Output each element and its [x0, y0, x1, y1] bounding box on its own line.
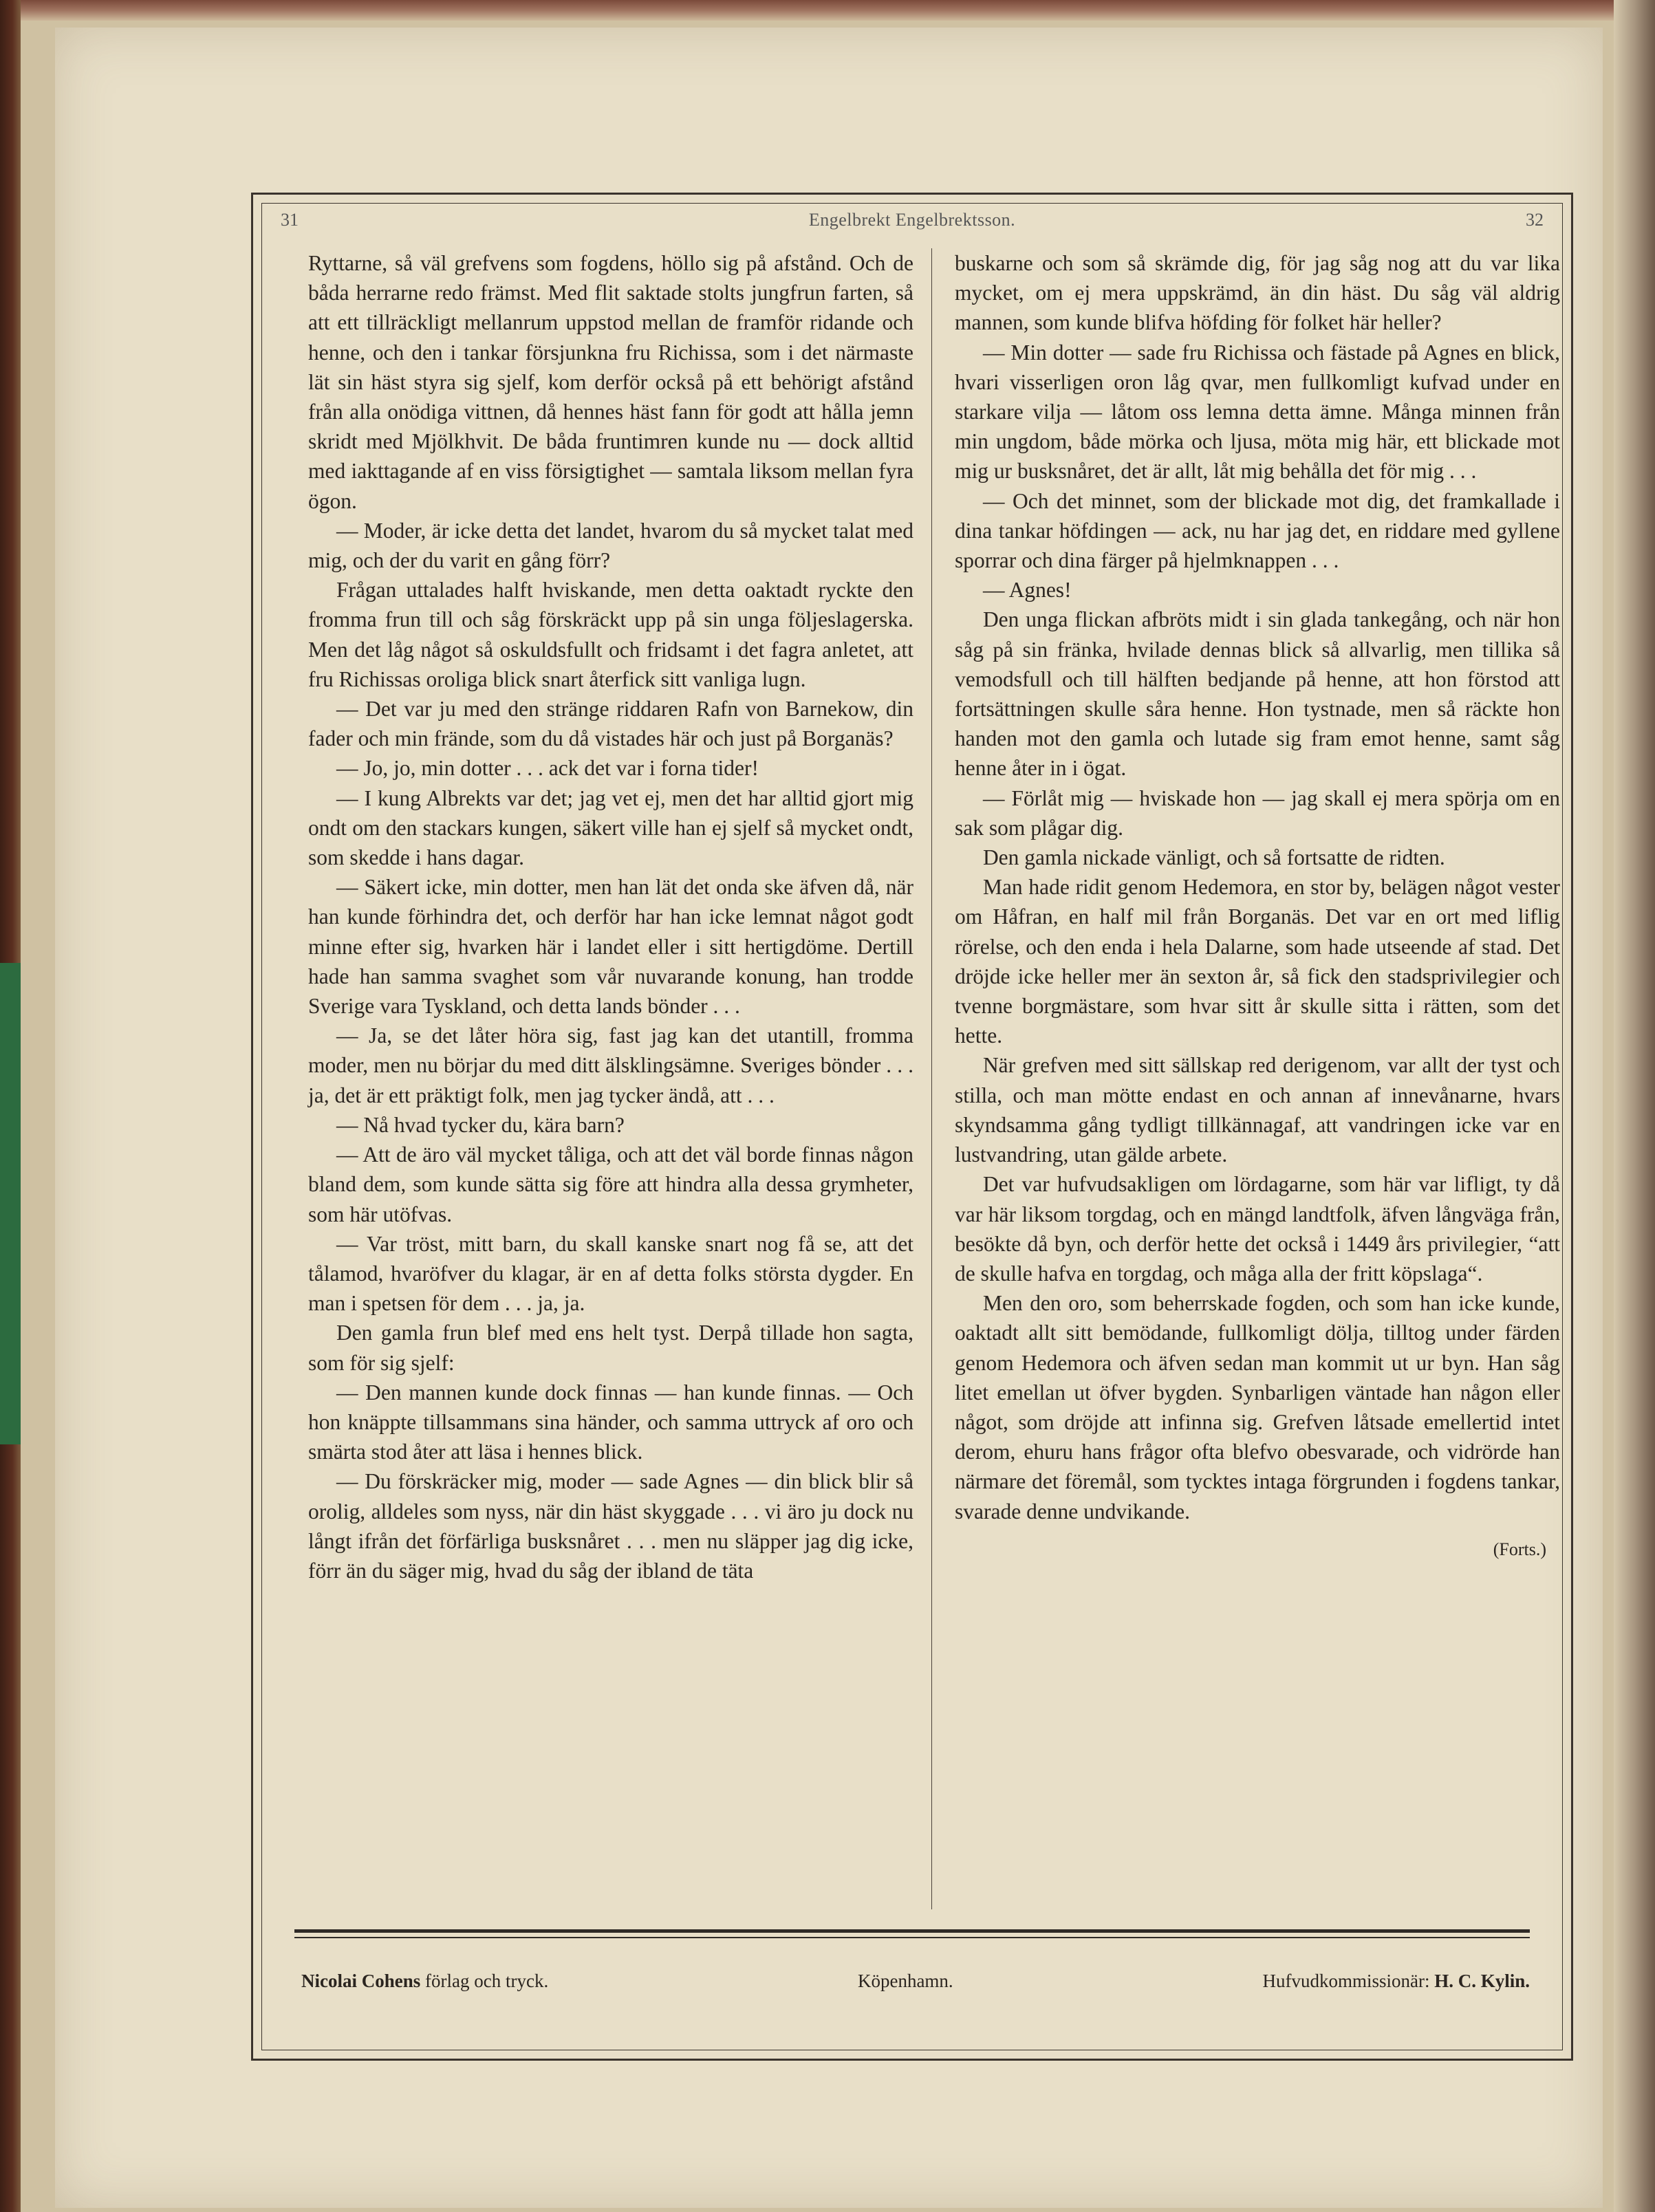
- left-column: [308, 248, 913, 1585]
- paragraph: — Säkert icke, min dotter, men han lät det onda ske äfven då, när han kunde förhindra det, och derför har han icke lemnat något godt minne efter sig, hvarken här i landet eller i sitt hertigdöme. Dertill hade han samma svaghet som vår nuvarande konung, han trodde Sverige vara Tyskland, och detta lands bönder . . .: [308, 875, 913, 1019]
- paragraph: Den gamla nickade vänligt, och så fortsatte de ridten.: [982, 845, 1445, 870]
- running-title: Engelbrekt Engelbrektsson.: [808, 210, 1016, 230]
- paragraph: — Moder, är icke detta det landet, hvarom du så mycket talat med mig, och der du varit en gång förr?: [308, 518, 913, 573]
- paragraph: buskarne och som så skrämde dig, för jag såg nog att du var lika mycket, om ej mera uppskrämd, än din häst. Du såg väl aldrig mannen, som kunde blifva höfding för folket här heller?: [955, 251, 1560, 335]
- page: [55, 28, 1603, 2208]
- column-divider: [931, 248, 932, 1909]
- spine-band: [0, 963, 21, 1444]
- paragraph: — Och det minnet, som der blickade mot dig, det framkallade i dina tankar höfdingen — ack, nu har jag det, en riddare med gyllene sporrar och dina färger på hjelmknappen . . .: [955, 488, 1560, 573]
- publisher: [301, 1971, 548, 1992]
- paragraph: Den gamla frun blef med ens helt tyst. Derpå tillade hon sagta, som för sig sjelf:: [308, 1321, 913, 1375]
- paragraph: — Min dotter — sade fru Richissa och fästade på Agnes en blick, hvari visserligen oron låg qvar, men fullkomligt kufvad under en starkare vilja — låtom oss lemna detta ämne. Många minnen från min ungdom, både mörka och ljusa, möta mig här, ett blickade mot mig ur busksnåret, det är allt, låt mig behålla det för mig . . .: [955, 340, 1560, 484]
- book-spine: [0, 0, 21, 2212]
- paragraph: Den unga flickan afbröts midt i sin glada tankegång, och när hon såg på sin fränka, hvilade dennas blick så allvarlig, men tillika så vemodsfull och till hälften bedjande på henne, att hon förstod att fortsättningen skulle såra henne. Hon tystnade, men så räckte hon handen mot den gamla och lutade sig fram emot henne, samt såg henne åter in i ögat.: [955, 607, 1560, 781]
- book-top-edge: [21, 0, 1655, 21]
- paragraph: — Du förskräcker mig, moder — sade Agnes — din blick blir så orolig, alldeles som nyss, när din häst skyggade . . . vi äro ju dock nu långt ifrån det förfärliga busksnåret . . . men nu släpper jag dig icke, förr än du säger mig, hvad du såg der ibland de täta: [308, 1469, 913, 1583]
- commissioner-label: Hufvudkommissionär:: [1262, 1971, 1435, 1991]
- running-header: [281, 210, 1544, 244]
- publisher-rest: förlag och tryck.: [420, 1971, 549, 1991]
- footer-rule-thick: [294, 1929, 1530, 1933]
- paragraph: Ryttarne, så väl grefvens som fogdens, höllo sig på afstånd. Och de båda herrarne redo främst. Med flit saktade stolts jungfrun farten, så att ett tillräckligt mellanrum uppstod mellan de framför ridande och henne, och den i tankar försjunkna fru Richissa, som i det närmaste lät sin häst styra sig sjelf, kom derför också på ett behörigt afstånd från alla onödiga vittnen, då hennes häst fann för godt att hålla jemn skridt med Mjölkhvit. De båda fruntimren kunde nu — dock alltid med iakttagande af en viss försigtighet — samtala liksom mellan fyra ögon.: [308, 251, 913, 513]
- paragraph: — Jo, jo, min dotter . . . ack det var i forna tider!: [336, 756, 759, 781]
- paragraph: — Ja, se det låter höra sig, fast jag kan det utantill, fromma moder, men nu börjar du med ditt älsklingsämne. Sveriges bönder . . . ja, det är ett präktigt folk, men jag tycker ändå, att . . .: [308, 1023, 913, 1107]
- paragraph: — Förlåt mig — hviskade hon — jag skall ej mera spörja om en sak som plågar dig.: [955, 785, 1560, 840]
- paragraph: — Nå hvad tycker du, kära barn?: [336, 1112, 625, 1137]
- publisher-name: Nicolai Cohens: [301, 1971, 421, 1991]
- paragraph: — Var tröst, mitt barn, du skall kanske snart nog få se, att det tålamod, hvaröfver du klagar, är en af detta folks största dygder. En man i spetsen för dem . . . ja, ja.: [308, 1231, 913, 1316]
- paragraph: — I kung Albrekts var det; jag vet ej, men det har alltid gjort mig ondt om den stackars kungen, säkert ville han ej sjelf så mycket ondt, som skedde i hans dagar.: [308, 785, 913, 870]
- imprint-footer: [301, 1971, 1530, 1992]
- paragraph: Man hade ridit genom Hedemora, en stor by, belägen något vester om Håfran, en half mil från Borganäs. Det var en ort med liflig rörelse, och den enda i hela Dalarne, som hade utseende af stad. Det dröjde icke heller mer än sexton år, så fick den stadsprivilegier och tvenne borgmästare, som hvar sitt år skulle sitta i rätten, som det hette.: [955, 875, 1560, 1048]
- commissioner-name: H. C. Kylin.: [1434, 1971, 1530, 1991]
- continued-note: (Forts.): [1493, 1539, 1546, 1559]
- paragraph: Det var hufvudsakligen om lördagarne, som här var lifligt, ty då var här liksom torgdag, och en mängd landtfolk, äfven långväga från, besökte då byn, och derför hette det också i 1449 års privilegier, “att de skulle hafva en torgdag, och måga alla der fritt köpslaga“.: [955, 1172, 1560, 1286]
- commissioner: [1262, 1971, 1530, 1992]
- paragraph: — Det var ju med den stränge riddaren Rafn von Barnekow, din fader och min frände, som du då vistades här och just på Borganäs?: [308, 697, 913, 751]
- paragraph: Men den oro, som beherrskade fogden, och som han icke kunde, oaktadt allt sitt bemödande, fullkomligt dölja, tilltog under färden genom Hedemora och äfven sedan man kommit ut ur byn. Han såg litet emellan ut öfver bygden. Synbarligen väntade han någon eller något, som dröjde att infinna sig. Grefven låtsade emellertid intet derom, ehuru hans frågor ofta blefvo obesvarade, och vidrörde han närmare det föremål, som tycktes intaga förgrunden i fogdens tankar, svarade denne undvikande.: [955, 1291, 1560, 1524]
- page-number-right: 32: [1526, 210, 1544, 230]
- right-column: [955, 248, 1560, 1564]
- page-number-left: 31: [281, 210, 299, 230]
- paragraph: — Att de äro väl mycket tåliga, och att det väl borde finnas någon bland dem, som kunde sätta sig före att hindra alla dessa grymheter, som här utöfvas.: [308, 1142, 913, 1226]
- paragraph: Frågan uttalades halft hviskande, men detta oaktadt ryckte den fromma frun till och såg förskräckt upp på sin unga följeslagerska. Men det låg något så oskuldsfullt och fridsamt i det fagra anletet, att fru Richissas oroliga blick snart återfick sitt vanliga lugn.: [308, 578, 913, 691]
- book-right-edge: [1614, 0, 1655, 2212]
- publisher-city: Köpenhamn.: [857, 1971, 953, 1991]
- paragraph: — Den mannen kunde dock finnas — han kunde finnas. — Och hon knäppte tillsammans sina händer, och samma uttryck af oro och smärta stod åter att läsa i hennes blick.: [308, 1380, 913, 1464]
- paragraph: När grefven med sitt sällskap red derigenom, var allt der tyst och stilla, och man mötte endast en och annan af innevånarne, hvars skyndsamma gång tydligt tillkännagaf, att vandringen icke var en lustvandring, utan gälde arbete.: [955, 1053, 1560, 1167]
- paragraph: — Agnes!: [982, 578, 1072, 603]
- page-frame: [251, 193, 1573, 2061]
- footer-rule-thin: [294, 1937, 1530, 1938]
